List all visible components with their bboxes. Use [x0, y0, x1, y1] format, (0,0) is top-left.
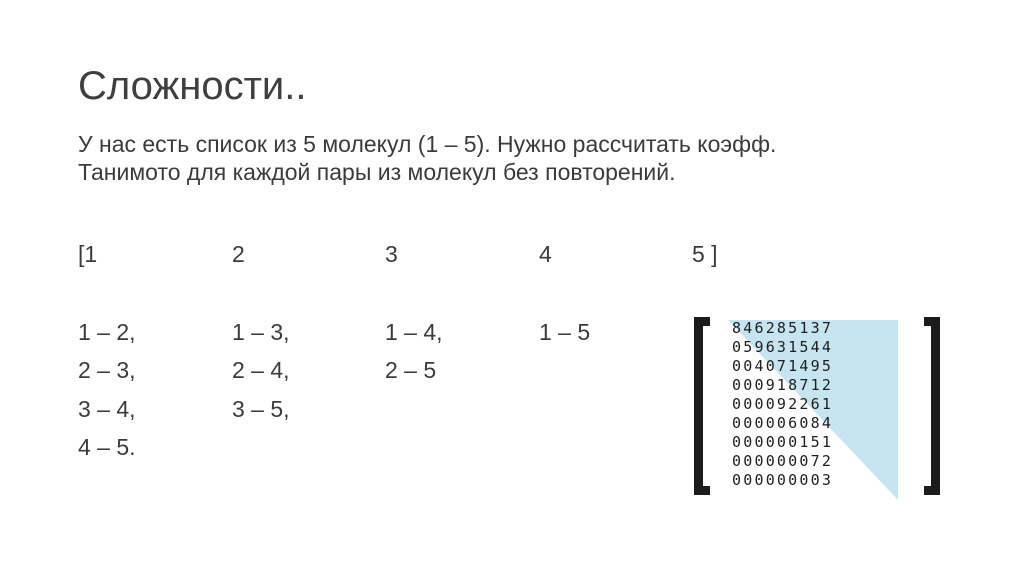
matrix-row: 004071495 [732, 357, 834, 375]
matrix-row: 000000072 [732, 452, 834, 470]
matrix-row: 000092261 [732, 395, 834, 413]
list-item-3: 3 [385, 241, 398, 267]
pair-1-4: 1 – 4, [385, 319, 443, 345]
pair-4-5: 4 – 5. [78, 434, 136, 460]
triangular-matrix [692, 315, 942, 500]
pair-2-4: 2 – 4, [232, 357, 290, 383]
matrix-row: 059631544 [732, 338, 834, 356]
intro-line-2: Танимото для каждой пары из молекул без повторений. [78, 159, 676, 185]
list-item-1: [1 [78, 241, 98, 267]
matrix-row: 000918712 [732, 376, 834, 394]
pair-1-3: 1 – 3, [232, 319, 290, 345]
pair-2-5: 2 – 5 [385, 357, 437, 383]
matrix-row: 000006084 [732, 414, 834, 432]
slide-title: Сложности.. [78, 64, 307, 108]
matrix-right-bracket [924, 317, 940, 495]
pair-2-3: 2 – 3, [78, 357, 136, 383]
intro-line-1: У нас есть список из 5 молекул (1 – 5). Нужно рассчитать коэфф. [78, 131, 777, 157]
matrix-row: 000000003 [732, 471, 834, 489]
intro-text [78, 130, 978, 186]
pair-1-5: 1 – 5 [539, 319, 591, 345]
list-item-2: 2 [232, 241, 245, 267]
pair-3-4: 3 – 4, [78, 396, 136, 422]
pair-1-2: 1 – 2, [78, 319, 136, 345]
list-item-4: 4 [539, 241, 552, 267]
matrix-left-bracket [694, 317, 710, 495]
list-item-5: 5 ] [692, 241, 718, 267]
matrix-row: 846285137 [732, 319, 834, 337]
pair-3-5: 3 – 5, [232, 396, 290, 422]
matrix-row: 000000151 [732, 433, 834, 451]
